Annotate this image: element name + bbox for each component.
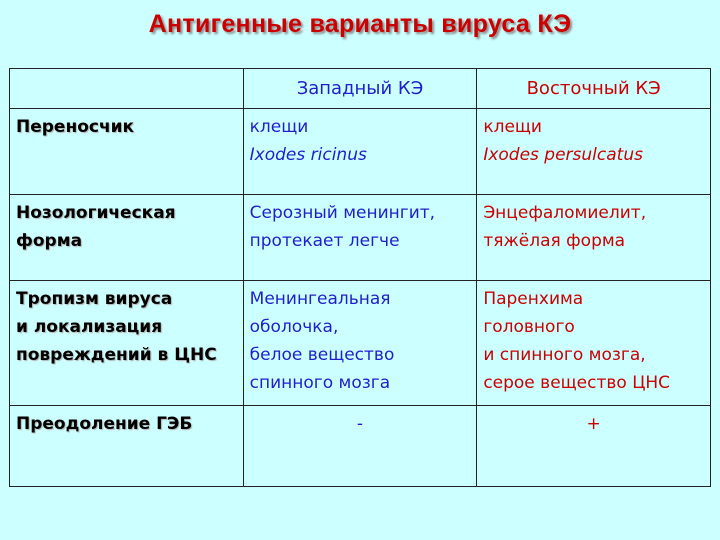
cell-line: + [586, 414, 601, 434]
row-label-form [10, 195, 244, 281]
cell-line: серое вещество ЦНС [483, 373, 671, 393]
comparison-table [9, 68, 711, 487]
cell-line: Ixodes ricinus [249, 145, 367, 165]
cell-line: Энцефаломиелит, [483, 203, 647, 223]
cell-line: тяжёлая форма [483, 231, 626, 251]
cell-line: спинного мозга [249, 373, 391, 393]
cell-line: Ixodes persulcatus [483, 145, 643, 165]
cell-line: Паренхима [483, 289, 584, 309]
row-label-line: повреждений в ЦНС [16, 345, 217, 365]
cell-line: Серозный менингит, [249, 203, 436, 223]
cell-west-tropism [243, 281, 477, 406]
column-header-east: Восточный КЭ [477, 69, 711, 109]
row-label-bbb [10, 406, 244, 487]
cell-line: клещи [483, 117, 542, 137]
cell-line: головного [483, 317, 575, 337]
column-header-west: Западный КЭ [243, 69, 477, 109]
row-label-vector [10, 109, 244, 195]
row-label-tropism [10, 281, 244, 406]
cell-east-bbb [477, 406, 711, 487]
table-header-row [10, 69, 711, 109]
cell-east-tropism [477, 281, 711, 406]
page-title: Антигенные варианты вируса КЭ [148, 10, 572, 38]
cell-west-vector [243, 109, 477, 195]
cell-west-form [243, 195, 477, 281]
row-label-line: Тропизм вируса [16, 289, 173, 309]
table-row [10, 281, 711, 406]
cell-line: оболочка, [249, 317, 339, 337]
cell-east-form [477, 195, 711, 281]
table-corner-cell [10, 69, 244, 109]
cell-line: и спинного мозга, [483, 345, 646, 365]
table-row [10, 195, 711, 281]
table-row [10, 109, 711, 195]
row-label-line: Нозологическая [16, 203, 176, 223]
row-label-line: форма [16, 231, 83, 251]
cell-line: белое вещество [249, 345, 395, 365]
row-label-line: Преодоление ГЭБ [16, 414, 193, 434]
cell-line: - [356, 414, 364, 434]
cell-line: клещи [249, 117, 309, 137]
cell-east-vector [477, 109, 711, 195]
cell-west-bbb [243, 406, 477, 487]
cell-line: Менингеальная [249, 289, 391, 309]
cell-line: протекает легче [249, 231, 400, 251]
row-label-line: и локализация [16, 317, 163, 337]
table-row [10, 406, 711, 487]
row-label-line: Переносчик [16, 117, 135, 137]
